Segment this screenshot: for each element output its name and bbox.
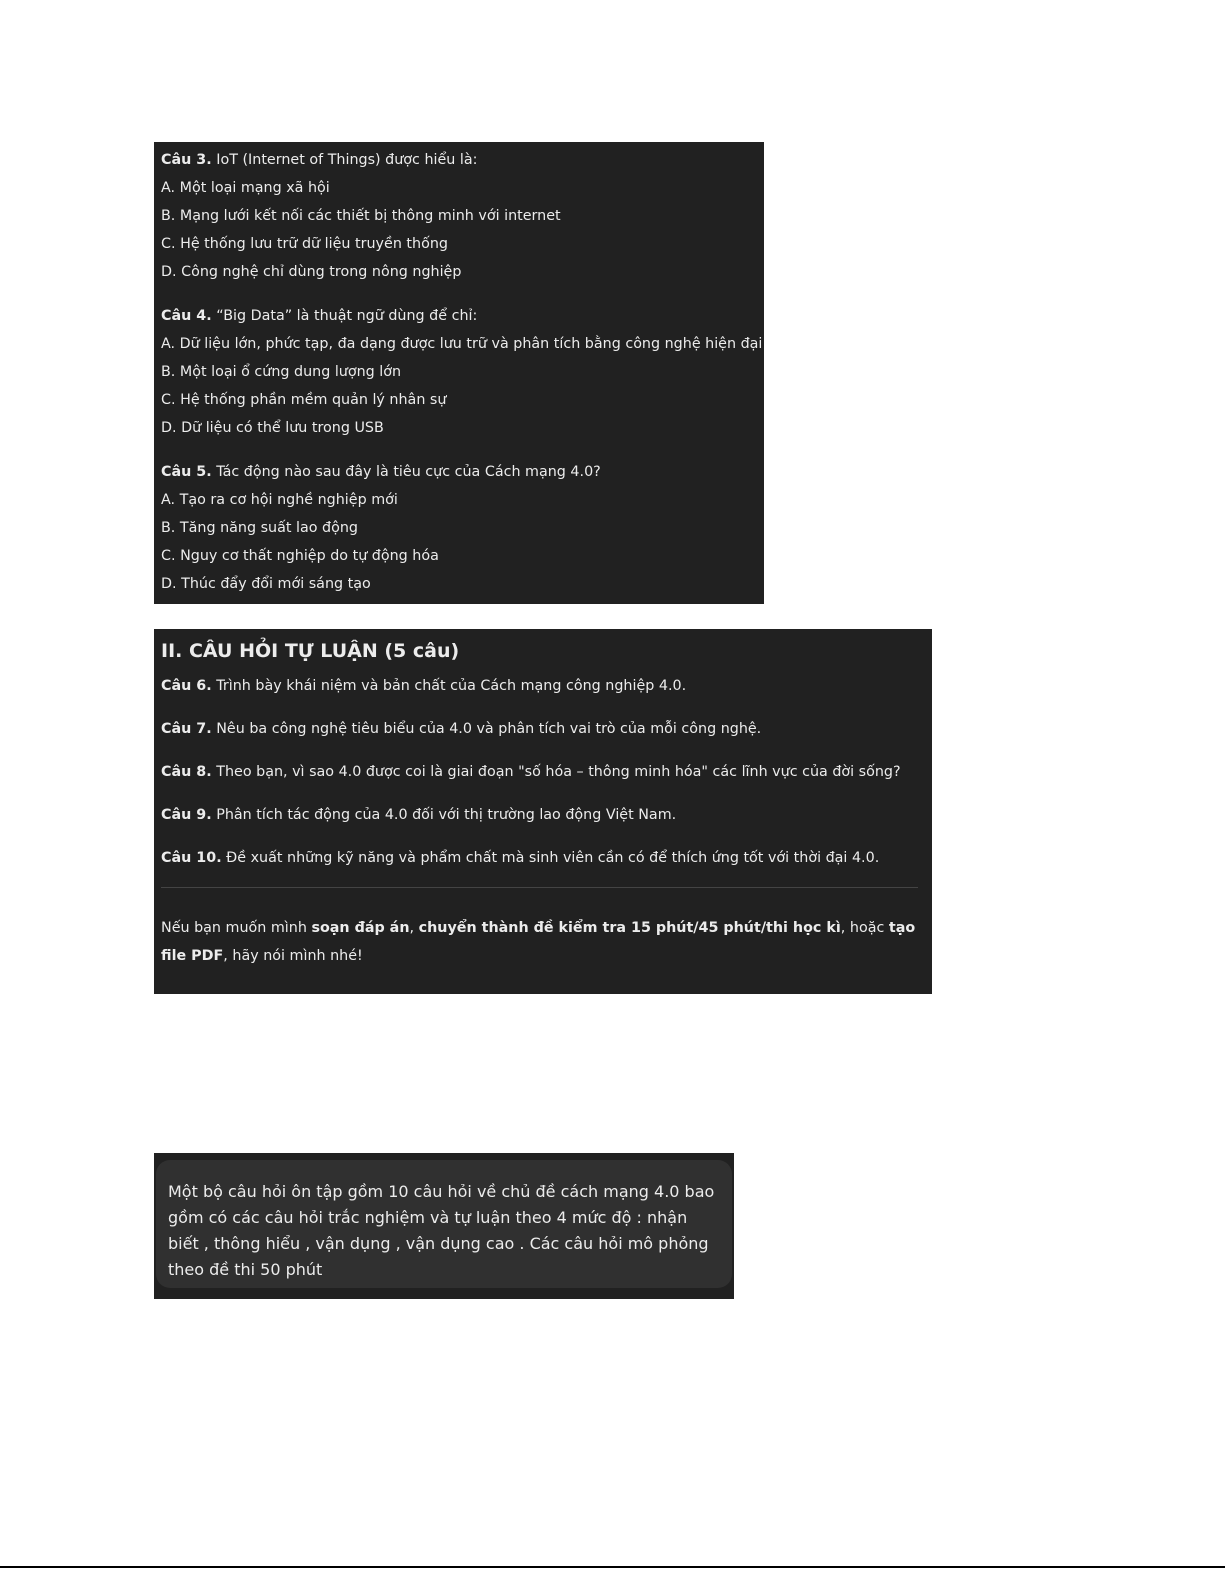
closing-text: Nếu bạn muốn mình [161, 920, 312, 936]
question-label: Câu 6. [161, 678, 212, 694]
section-heading: II. CÂU HỎI TỰ LUẬN (5 câu) [161, 640, 460, 662]
answer-option: D. Thúc đẩy đổi mới sáng tạo [161, 576, 371, 592]
closing-emphasis: soạn đáp án [311, 920, 410, 936]
answer-option: A. Dữ liệu lớn, phức tạp, đa dạng được lưu trữ và phân tích bằng công nghệ hiện đại [161, 336, 763, 352]
closing-emphasis: chuyển thành đề kiểm tra 15 phút/45 phút/thi học kì [418, 920, 841, 936]
essay-screenshot [154, 629, 932, 994]
question-text: Tác động nào sau đây là tiêu cực của Cách mạng 4.0? [211, 464, 601, 480]
essay-question [161, 801, 918, 830]
closing-text: , hãy nói mình nhé! [223, 948, 363, 964]
question-label: Câu 8. [161, 764, 212, 780]
answer-option: A. Tạo ra cơ hội nghề nghiệp mới [161, 492, 398, 508]
question-stem [161, 302, 764, 330]
answer-option: D. Công nghệ chỉ dùng trong nông nghiệp [161, 264, 462, 280]
question-text: “Big Data” là thuật ngữ dùng để chỉ: [211, 308, 478, 324]
question-label: Câu 3. [161, 152, 212, 168]
answer-option: C. Hệ thống lưu trữ dữ liệu truyền thống [161, 236, 448, 252]
question-block [161, 302, 764, 442]
answer-option: B. Một loại ổ cứng dung lượng lớn [161, 364, 402, 380]
essay-question [161, 758, 918, 787]
prompt-screenshot [154, 1153, 734, 1299]
page-bottom-border [0, 1566, 1225, 1568]
divider [161, 887, 918, 888]
question-block [161, 458, 764, 598]
answer-option: D. Dữ liệu có thể lưu trong USB [161, 420, 384, 436]
question-text: IoT (Internet of Things) được hiểu là: [211, 152, 478, 168]
question-label: Câu 4. [161, 308, 212, 324]
closing-emphasis: tạo file PDF [161, 920, 916, 964]
essay-question [161, 844, 918, 873]
user-message-bubble [156, 1160, 732, 1288]
question-label: Câu 5. [161, 464, 212, 480]
user-message-text: Một bộ câu hỏi ôn tập gồm 10 câu hỏi về chủ đề cách mạng 4.0 bao gồm có các câu hỏi trắc nghiệm và tự luận theo 4 mức độ : nhận biết , thông hiểu , vận dụng , vận dụng cao . Các câu hỏi mô phỏng theo đề thi 50 phút [168, 1182, 715, 1279]
question-text: Trình bày khái niệm và bản chất của Cách mạng công nghiệp 4.0. [211, 678, 687, 694]
question-label: Câu 7. [161, 721, 212, 737]
question-block [161, 146, 764, 286]
question-text: Phân tích tác động của 4.0 đối với thị trường lao động Việt Nam. [211, 807, 677, 823]
question-stem [161, 146, 764, 174]
essay-question [161, 715, 918, 744]
closing-text: , [409, 920, 419, 936]
question-label: Câu 10. [161, 850, 222, 866]
answer-option: B. Tăng năng suất lao động [161, 520, 358, 536]
mcq-screenshot [154, 142, 764, 604]
answer-option: B. Mạng lưới kết nối các thiết bị thông minh với internet [161, 208, 561, 224]
closing-message [161, 914, 918, 970]
essay-question [161, 672, 918, 701]
answer-option: C. Hệ thống phần mềm quản lý nhân sự [161, 392, 447, 408]
answer-option: C. Nguy cơ thất nghiệp do tự động hóa [161, 548, 439, 564]
question-label: Câu 9. [161, 807, 212, 823]
question-text: Đề xuất những kỹ năng và phẩm chất mà sinh viên cần có để thích ứng tốt với thời đại 4.0. [221, 850, 880, 866]
question-text: Theo bạn, vì sao 4.0 được coi là giai đoạn "số hóa – thông minh hóa" các lĩnh vực của đời sống? [211, 764, 901, 780]
answer-option: A. Một loại mạng xã hội [161, 180, 330, 196]
closing-text: , hoặc [840, 920, 889, 936]
question-stem [161, 458, 764, 486]
question-text: Nêu ba công nghệ tiêu biểu của 4.0 và phân tích vai trò của mỗi công nghệ. [211, 721, 762, 737]
